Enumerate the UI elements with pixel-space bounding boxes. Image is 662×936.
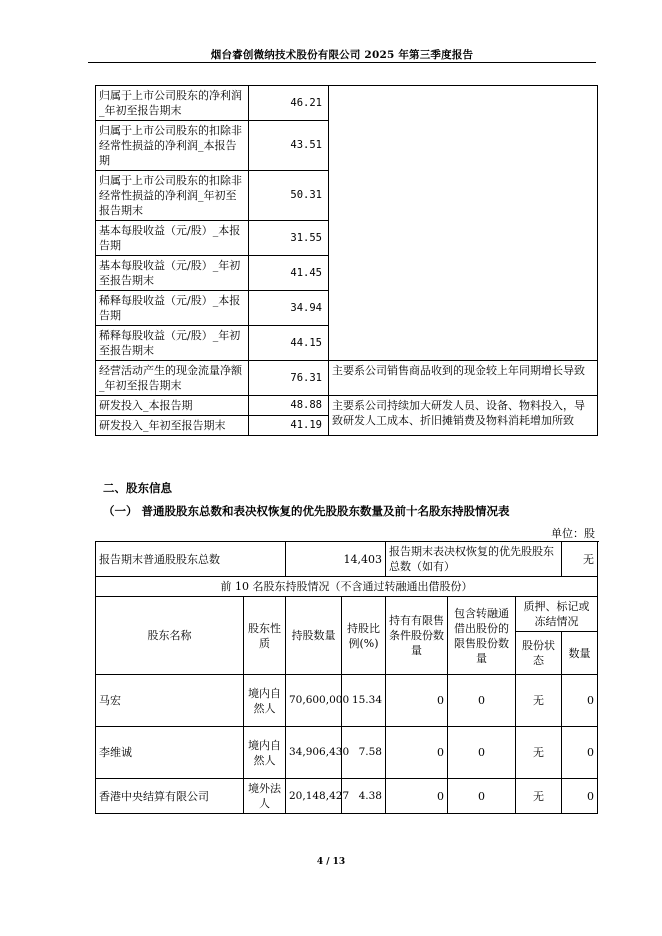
table-row	[96, 361, 598, 396]
table-row	[96, 675, 598, 727]
holder-restricted: 0	[386, 779, 448, 814]
indicator-label: 经营活动产生的现金流量净额_年初至报告期末	[96, 361, 249, 396]
indicator-value: 31.55	[249, 221, 329, 256]
table-row	[96, 727, 598, 779]
indicator-change-table	[95, 85, 598, 436]
col-header-pledge: 质押、标记或冻结情况	[516, 597, 598, 632]
unit-label: 单位：股	[551, 527, 595, 540]
holder-nature: 境外法人	[244, 779, 286, 814]
indicator-label: 归属于上市公司股东的扣除非经常性损益的净利润_本报告期	[96, 121, 249, 171]
holder-restricted: 0	[386, 675, 448, 727]
holder-qty: 0	[562, 675, 598, 727]
indicator-value: 46.21	[249, 86, 329, 121]
indicator-label: 基本每股收益（元/股）_年初至报告期末	[96, 256, 249, 291]
col-header-ratio: 持股比例(%)	[342, 597, 386, 675]
pref-holders-label: 报告期末表决权恢复的优先股股东总数（如有）	[386, 542, 562, 577]
holder-nature: 境内自然人	[244, 675, 286, 727]
holder-shares: 34,906,430	[286, 727, 342, 779]
col-header-shares: 持股数量	[286, 597, 342, 675]
total-holders-label: 报告期末普通股股东总数	[96, 542, 286, 577]
col-header-name: 股东名称	[96, 597, 244, 675]
holder-name: 李维诚	[96, 727, 244, 779]
holder-name: 马宏	[96, 675, 244, 727]
holder-nature: 境内自然人	[244, 727, 286, 779]
holder-qty: 0	[562, 727, 598, 779]
col-header-qty: 数量	[562, 632, 598, 675]
indicator-value: 34.94	[249, 291, 329, 326]
holder-ratio: 7.58	[342, 727, 386, 779]
indicator-value: 44.15	[249, 326, 329, 361]
pref-holders-value: 无	[562, 542, 598, 577]
holder-lent: 0	[448, 779, 516, 814]
holder-lent: 0	[448, 675, 516, 727]
top10-title: 前 10 名股东持股情况（不含通过转融通出借股份）	[96, 577, 598, 597]
page-number: 4 / 13	[316, 857, 346, 867]
col-header-nature: 股东性质	[244, 597, 286, 675]
holder-shares: 20,148,427	[286, 779, 342, 814]
indicator-label: 基本每股收益（元/股）_本报告期	[96, 221, 249, 256]
holder-name: 香港中央结算有限公司	[96, 779, 244, 814]
table-header-row	[96, 597, 598, 632]
holder-restricted: 0	[386, 727, 448, 779]
indicator-value: 41.19	[249, 416, 329, 436]
report-header-title: 烟台睿创微纳技术股份有限公司 2025 年第三季度报告	[210, 49, 474, 61]
header-rule	[88, 62, 596, 63]
indicator-reason: 主要系公司销售商品收到的现金较上年同期增长导致	[329, 361, 598, 396]
total-holders-value: 14,403	[286, 542, 386, 577]
indicator-label: 稀释每股收益（元/股）_年初至报告期末	[96, 326, 249, 361]
table-row	[96, 779, 598, 814]
holder-lent: 0	[448, 727, 516, 779]
col-header-restricted: 持有有限售条件股份数量	[386, 597, 448, 675]
table-row	[96, 396, 598, 416]
indicator-label: 归属于上市公司股东的扣除非经常性损益的净利润_年初至报告期末	[96, 171, 249, 221]
indicator-label: 归属于上市公司股东的净利润_年初至报告期末	[96, 86, 249, 121]
table-row	[96, 86, 598, 121]
indicator-reason-empty	[329, 86, 598, 361]
rd-reason: 主要系公司持续加大研发人员、设备、物料投入，导致研发人工成本、折旧摊销费及物料消耗增加所致	[329, 396, 598, 436]
holder-qty: 0	[562, 779, 598, 814]
holder-shares: 70,600,000	[286, 675, 342, 727]
indicator-value: 76.31	[249, 361, 329, 396]
indicator-label: 研发投入_年初至报告期末	[96, 416, 249, 436]
indicator-value: 41.45	[249, 256, 329, 291]
shareholders-table	[95, 541, 598, 814]
indicator-value: 48.88	[249, 396, 329, 416]
col-header-lent: 包含转融通借出股份的限售股份数量	[448, 597, 516, 675]
table-row	[96, 542, 598, 577]
indicator-value: 43.51	[249, 121, 329, 171]
section-title: 二、股东信息	[103, 481, 172, 495]
table-row	[96, 577, 598, 597]
col-header-status: 股份状态	[516, 632, 562, 675]
indicator-label: 稀释每股收益（元/股）_本报告期	[96, 291, 249, 326]
holder-ratio: 15.34	[342, 675, 386, 727]
subsection-title: （一） 普通股股东总数和表决权恢复的优先股股东数量及前十名股东持股情况表	[103, 504, 510, 518]
indicator-label: 研发投入_本报告期	[96, 396, 249, 416]
indicator-value: 50.31	[249, 171, 329, 221]
holder-ratio: 4.38	[342, 779, 386, 814]
holder-status: 无	[516, 779, 562, 814]
holder-status: 无	[516, 727, 562, 779]
holder-status: 无	[516, 675, 562, 727]
